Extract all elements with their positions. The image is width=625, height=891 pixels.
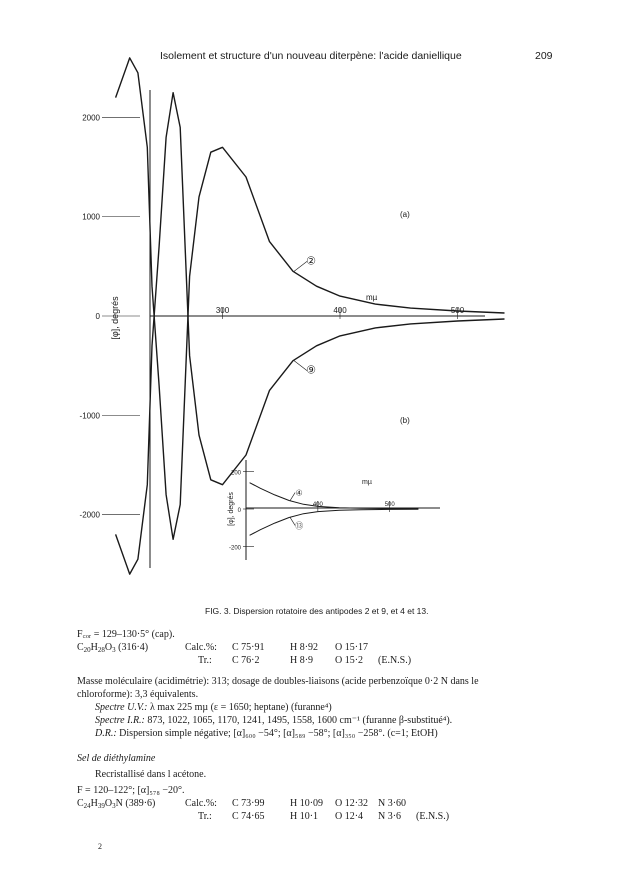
tr-lab-1: (E.N.S.)	[378, 655, 412, 666]
series-2-line	[116, 58, 505, 539]
tr-n-2: N 3·6	[378, 811, 402, 822]
tr-c-2: C 74·65	[232, 811, 265, 822]
calc-c-1: C 75·91	[232, 642, 265, 653]
calc-n-2: N 3·60	[378, 798, 407, 809]
main-chart	[80, 58, 505, 574]
inset-chart	[228, 460, 440, 560]
y-tick-label: 200	[230, 470, 241, 477]
series-2-leader	[294, 261, 307, 271]
ir-spectrum: Spectre I.R.: 873, 1022, 1065, 1170, 1241, 1495, 1558, 1600 cm⁻¹ (furanne β-substitué⁴).	[95, 715, 453, 726]
series-9-line	[116, 93, 505, 574]
tr-o-1: O 15·2	[335, 655, 364, 666]
x-tick-label: 500	[384, 502, 395, 508]
tr-lab-2: (E.N.S.)	[416, 811, 450, 822]
rotatory-dispersion-data: D.R.: Dispersion simple négative; [α]₆₀₀ −54°; [α]₅₈₉ −58°; [α]₃₅₀ −258°. (c=1; EtOH)	[95, 728, 438, 739]
series-2-label: ②	[306, 255, 316, 268]
inset-x-axis-unit: mµ	[362, 479, 372, 486]
x-tick-label: 400	[333, 306, 347, 315]
inset-y-axis-label: [φ], degrés	[228, 492, 235, 526]
panel-label-a: (a)	[400, 210, 410, 219]
x-tick-label: 400	[312, 502, 323, 508]
tr-c-1: C 76·2	[232, 655, 260, 666]
series-9-leader	[294, 361, 307, 371]
series-9-label: ⑨	[306, 364, 316, 377]
fcor-line: F꜀ₒᵣ = 129–130·5° (cap).	[77, 629, 175, 640]
tr-h-1: H 8·9	[290, 655, 314, 666]
y-tick-label: 0	[95, 312, 100, 321]
calc-o-2: O 12·32	[335, 798, 369, 809]
formula-1: $C_{20}H_{28}O_3$ (316·4)	[77, 642, 149, 654]
tr-label-1: Tr.:	[198, 655, 212, 666]
page-number: 209	[535, 50, 553, 62]
molecular-mass-line-1: Masse moléculaire (acidimétrie): 313; dosage de doubles-liaisons (acide perbenzoïque 0·2 N dans le	[77, 676, 479, 687]
melting-point-line: F = 120–122°; [α]₅₇₈ −20°.	[77, 785, 185, 796]
panel-label-b: (b)	[400, 416, 410, 425]
calc-o-1: O 15·17	[335, 642, 369, 653]
tr-o-2: O 12·4	[335, 811, 364, 822]
calc-h-1: H 8·92	[290, 642, 319, 653]
series-4-label: ④	[295, 488, 303, 498]
calc-label-2: Calc.%:	[185, 798, 217, 809]
uv-spectrum: Spectre U.V.: λ max 225 mµ (ε = 1650; heptane) (furanne⁴)	[95, 702, 332, 713]
y-tick-label: -2000	[79, 510, 100, 520]
series-13-line	[250, 509, 419, 535]
x-tick-label: 300	[215, 306, 230, 315]
formula-2: $C_{24}H_{39}O_3N$ (389·6)	[77, 798, 156, 810]
tr-h-2: H 10·1	[290, 811, 319, 822]
y-tick-label: 1000	[82, 212, 100, 222]
signature-mark: 2	[98, 842, 102, 851]
molecular-mass-line-2: chloroforme): 3,3 équivalents.	[77, 689, 199, 700]
x-tick-label: 500	[450, 306, 465, 315]
series-13-label: ⑬	[295, 521, 304, 531]
calc-label-1: Calc.%:	[185, 642, 217, 653]
y-tick-label: 0	[237, 508, 241, 514]
y-axis-label: [φ], degrés	[110, 296, 120, 340]
y-tick-label: 2000	[82, 113, 100, 123]
salt-heading: Sel de diéthylamine	[77, 753, 156, 764]
series-4-leader	[290, 493, 295, 501]
recrystallisation: Recristallisé dans l acétone.	[95, 769, 207, 780]
calc-c-2: C 73·99	[232, 798, 265, 809]
running-title: Isolement et structure d'un nouveau diterpène: l'acide daniellique	[160, 50, 462, 62]
calc-h-2: H 10·09	[290, 798, 324, 809]
figure-caption: FIG. 3. Dispersion rotatoire des antipodes 2 et 9, et 4 et 13.	[205, 606, 429, 616]
x-axis-unit: mµ	[366, 293, 378, 302]
tr-label-2: Tr.:	[198, 811, 212, 822]
y-tick-label: -1000	[79, 411, 100, 421]
y-tick-label: -200	[228, 545, 241, 552]
